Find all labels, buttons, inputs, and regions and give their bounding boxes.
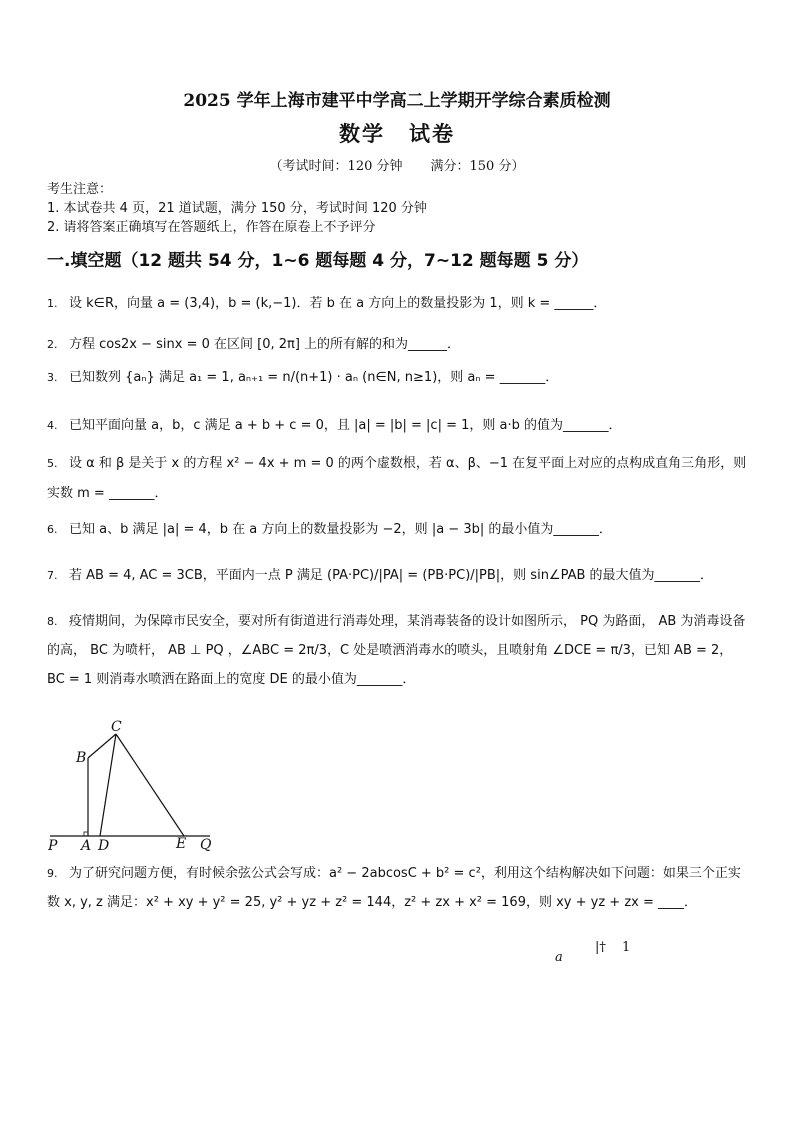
subject-heading [0, 118, 794, 148]
label-q: Q [200, 837, 212, 852]
exam-info [0, 155, 794, 174]
question-number: 7. [47, 569, 58, 582]
exam-score: 满分：150 分） [430, 159, 525, 174]
question-text: 设 k∈R，向量 a = (3,4)，b = (k,−1)．若 b 在 a 方向上的数量投影为 1，则 k = ______． [69, 296, 607, 311]
label-d: D [98, 838, 110, 852]
question-text: 方程 cos2x − sinx = 0 在区间 [0, 2π] 上的所有解的和为______． [69, 337, 461, 352]
question-8 [47, 607, 747, 694]
question-number: 4. [47, 419, 58, 432]
question-number: 8. [47, 615, 58, 628]
notes-item: 2. 请将答案正确填写在答题纸上，作答在原卷上不予评分 [47, 220, 376, 235]
question-number: 6. [47, 523, 58, 536]
stray-symbol-a: a [555, 950, 563, 965]
notes-heading: 考生注意： [47, 182, 113, 197]
question-text: 已知平面向量 a，b，c 满足 a + b + c = 0，且 |a| = |b| = |c| = 1，则 a·b 的值为_______． [69, 418, 622, 433]
question-9 [47, 859, 747, 917]
label-c: C [111, 719, 122, 735]
subject-name: 数学 [339, 121, 385, 146]
segment-bc [88, 734, 116, 758]
question-text: 为了研究问题方便，有时候余弦公式会写成：a² − 2abcosC + b² = c²，利用这个结构解决如下问题：如果三个正实数 x, y, z 满足：x² + xy + y² = 25, y² + yz + z² = 144，z² + zx + x² = 169，则 xy + yz + zx = ____． [47, 866, 741, 910]
question-number: 2. [47, 338, 58, 351]
question-1 [47, 292, 606, 311]
label-e: E [176, 836, 187, 852]
segment-cd [100, 734, 116, 836]
question-6 [47, 518, 612, 537]
question-text: 设 α 和 β 是关于 x 的方程 x² − 4x + m = 0 的两个虚数根，若 α、β、−1 在复平面上对应的点构成直角三角形，则 [69, 456, 747, 471]
exam-time: （考试时间：120 分钟 [269, 159, 403, 174]
question-4 [47, 414, 622, 433]
notes-item: 1. 本试卷共 4 页，21 道试题，满分 150 分，考试时间 120 分钟 [47, 201, 427, 216]
question-number: 5. [47, 457, 58, 470]
question-5-continued [47, 482, 167, 501]
question-number: 9. [47, 867, 58, 880]
question-7 [47, 564, 713, 583]
stray-symbol-bar: |† [595, 940, 606, 955]
candidate-notes [47, 180, 427, 237]
question-number: 3. [47, 371, 58, 384]
question-3 [47, 366, 558, 385]
question-2 [47, 333, 460, 352]
section-heading: 一.填空题（12 题共 54 分，1~6 题每题 4 分，7~12 题每题 5 分） [47, 251, 589, 271]
sprayer-diagram [48, 718, 218, 852]
question-text: 疫情期间，为保障市民安全，要对所有街道进行消毒处理，某消毒装备的设计如图所示， PQ 为路面， AB 为消毒设备的高， BC 为喷杆， AB ⊥ PQ ，∠ABC = 2π/3，C 处是喷洒消毒水的喷头，且喷射角 ∠DCE = π/3，已知 AB = 2，BC = 1 则消毒水喷洒在路面上的宽度 DE 的最小值为_______． [47, 614, 746, 687]
label-b: B [76, 750, 87, 766]
question-text: 实数 m = _______． [47, 486, 168, 501]
paper-name: 试卷 [409, 121, 455, 146]
question-number: 1. [47, 297, 58, 310]
question-text: 已知数列 {aₙ} 满足 a₁ = 1, aₙ₊₁ = n/(n+1) · aₙ (n∈N, n≥1)，则 aₙ = _______． [69, 370, 559, 385]
label-a: A [81, 838, 92, 852]
segment-ce [116, 734, 184, 836]
label-p: P [48, 838, 58, 852]
question-5 [47, 452, 746, 471]
question-text: 已知 a、b 满足 |a| = 4，b 在 a 方向上的数量投影为 −2，则 |a − 3b| 的最小值为_______． [69, 522, 612, 537]
exam-title: 2025 学年上海市建平中学高二上学期开学综合素质检测 [183, 91, 611, 111]
stray-symbol-one: 1 [622, 940, 631, 955]
question-text: 若 AB = 4, AC = 3CB，平面内一点 P 满足 (PA·PC)/|PA| = (PB·PC)/|PB|，则 sin∠PAB 的最大值为_______． [69, 568, 714, 583]
